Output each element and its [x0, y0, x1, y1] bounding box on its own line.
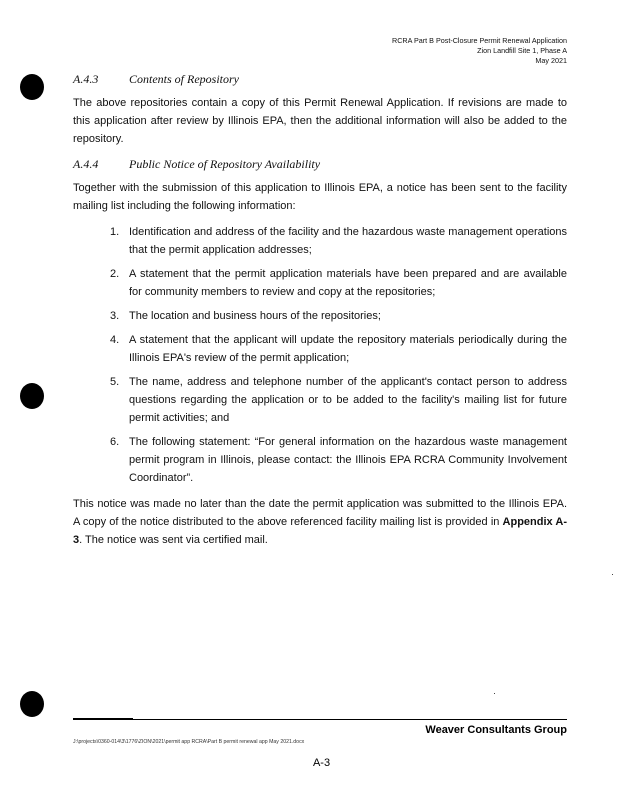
list-item [73, 433, 567, 487]
list-item [73, 265, 567, 301]
document-body [73, 70, 567, 549]
scan-speck [494, 693, 495, 694]
header-line-2: Zion Landfill Site 1, Phase A [477, 46, 567, 55]
list-item [73, 331, 567, 367]
footer-rule [73, 719, 567, 720]
list-item-text: A statement that the permit application materials have been prepared and are available for community members to review and copy at the repositories; [129, 268, 567, 298]
section-heading-a444 [73, 155, 567, 173]
list-item-text: A statement that the applicant will update the repository materials periodically during the Illinois EPA's review of the permit application; [129, 334, 567, 364]
section-a443-paragraph: The above repositories contain a copy of this Permit Renewal Application. If revisions are made to this application after review by Illinois EPA, then the additional information will also be added to the repository. [73, 97, 567, 145]
header-line-1: RCRA Part B Post-Closure Permit Renewal Application [392, 36, 567, 45]
binder-hole-bottom [20, 691, 44, 717]
list-item-number: 5. [110, 376, 120, 388]
section-a444-intro: Together with the submission of this application to Illinois EPA, a notice has been sent to the facility mailing list including the following information: [73, 182, 567, 212]
list-item-number: 6. [110, 436, 120, 448]
footer-company-name: Weaver Consultants Group [425, 724, 567, 736]
list-item-text: The location and business hours of the repositories; [129, 310, 381, 322]
list-item-number: 3. [110, 310, 120, 322]
notice-items-list [73, 223, 567, 487]
section-heading-a443 [73, 70, 567, 88]
closing-text-part2: . The notice was sent via certified mail. [79, 534, 268, 546]
list-item [73, 223, 567, 259]
list-item [73, 373, 567, 427]
page-header [267, 36, 567, 66]
closing-text-part1: This notice was made no later than the date the permit application was submitted to the Illinois EPA. A copy of the notice distributed to the above referenced facility mailing list is provided in [73, 498, 567, 528]
scan-speck [612, 574, 613, 575]
binder-hole-middle [20, 383, 44, 409]
header-line-3: May 2021 [535, 56, 567, 65]
list-item-text: The following statement: “For general information on the hazardous waste management permit program in Illinois, please contact: the Illinois EPA RCRA Community Involvement Coordinator”. [129, 436, 567, 484]
list-item-number: 2. [110, 268, 120, 280]
section-number: A.4.3 [73, 72, 99, 86]
list-item [73, 307, 567, 325]
section-title: Contents of Repository [129, 72, 239, 86]
binder-hole-top [20, 74, 44, 100]
list-item-number: 1. [110, 226, 120, 238]
section-number: A.4.4 [73, 157, 99, 171]
appendix-reference: Appendix A-3 [73, 516, 567, 546]
section-title: Public Notice of Repository Availability [129, 157, 321, 171]
list-item-text: Identification and address of the facility and the hazardous waste management operations that the permit application addresses; [129, 226, 567, 256]
section-a444-closing [73, 495, 567, 549]
footer-file-path: J:\projects\0360-014\3\1776\ZION\2021\permit app RCRA\Part B permit renewal app May 2021.docx [73, 739, 305, 745]
page-number: A-3 [312, 757, 331, 769]
list-item-text: The name, address and telephone number of the applicant's contact person to address questions regarding the application or to be added to the facility's mailing list for future permit activities; and [129, 376, 567, 424]
list-item-number: 4. [110, 334, 120, 346]
